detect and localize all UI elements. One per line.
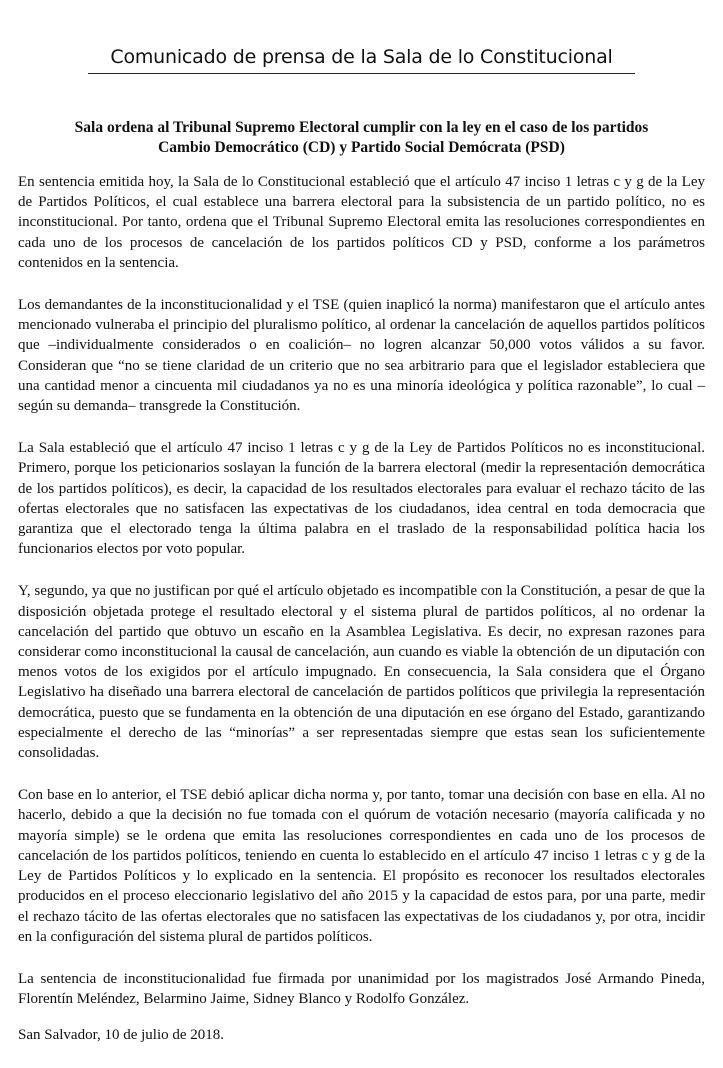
headline-line-1: Sala ordena al Tribunal Supremo Electoral cumplir con la ley en el caso de los partidos xyxy=(74,119,649,136)
paragraph-3: La Sala estableció que el artículo 47 inciso 1 letras c y g de la Ley de Partidos Políticos no es inconstitucional. Primero, porque los peticionarios soslayan la función de la barrera electoral (medir la representación democrática de los partidos políticos), es decir, la capacidad de los resultados electorales para evaluar el rechazo tácito de las ofertas electorales que no satisfacen las expectativas de los ciudadanos, idea central en toda democracia que garantiza que el electorado tenga la última palabra en el traslado de la responsabilidad política hacia los funcionarios electos por voto popular. xyxy=(18,440,705,558)
article-body xyxy=(18,172,705,1068)
paragraph-1: En sentencia emitida hoy, la Sala de lo Constitucional estableció que el artículo 47 inciso 1 letras c y g de la Ley de Partidos Políticos, el cual establece una barrera electoral para la subsistencia de un partido político, no es inconstitucional. Por tanto, ordena que el Tribunal Supremo Electoral emita las resoluciones correspondientes en cada uno de los procesos de cancelación de los partidos políticos CD y PSD, conforme a los parámetros contenidos en la sentencia. xyxy=(18,174,705,271)
paragraph-2: Los demandantes de la inconstitucionalidad y el TSE (quien inaplicó la norma) manifestaron que el artículo antes mencionado vulneraba el principio del pluralismo político, al ordenar la cancelación de aquellos partidos políticos que –individualmente considerados o en coalición– no logren alcanzar 50,000 votos válidos a su favor. Consideran que “no se tiene claridad de un criterio que no sea arbitrario para que el legislador estableciera que una cantidad menor a cincuenta mil ciudadanos ya no es una minoría ideológica y política razonable”, lo cual –según su demanda– transgrede la Constitución. xyxy=(18,297,705,415)
header-underline xyxy=(88,73,635,74)
headline-line-2: Cambio Democrático (CD) y Partido Social Demócrata (PSD) xyxy=(158,139,565,156)
document-header xyxy=(88,44,635,74)
closing-line: San Salvador, 10 de julio de 2018. xyxy=(18,1027,225,1044)
paragraph-6: La sentencia de inconstitucionalidad fue firmada por unanimidad por los magistrados José Armando Pineda, Florentín Meléndez, Belarmino Jaime, Sidney Blanco y Rodolfo González. xyxy=(18,970,705,1008)
header-title: Comunicado de prensa de la Sala de lo Constitucional xyxy=(110,46,613,68)
headline xyxy=(18,118,705,158)
paragraph-4: Y, segundo, ya que no justifican por qué el artículo objetado es incompatible con la Constitución, a pesar de que la disposición objetada protege el resultado electoral y el sistema plural de partidos políticos, al no ordenar la cancelación del partido que obtuvo un escaño en la Asamblea Legislativa. Es decir, no expresan razones para considerar como inconstitucional la causal de cancelación, aun cuando es viable la obtención de un diputación con menos votos de los exigidos por el artículo impugnado. En consecuencia, la Sala considera que el Órgano Legislativo ha diseñado una barrera electoral de cancelación de partidos políticos que privilegia la representación democrática, puesto que se fundamenta en la obtención de una diputación en ese órgano del Estado, garantizando especialmente el derecho de las “minorías” a ser representadas siempre que estas sean los suficientemente consolidadas. xyxy=(18,583,705,762)
paragraph-5: Con base en lo anterior, el TSE debió aplicar dicha norma y, por tanto, tomar una decisión con base en ella. Al no hacerlo, debido a que la decisión no fue tomada con el quórum de votación necesario (mayoría calificada y no mayoría simple) se le ordena que emita las resoluciones correspondientes en cada uno de los procesos de cancelación de los partidos políticos, teniendo en cuenta lo establecido en el artículo 47 inciso 1 letras c y g de la Ley de Partidos Políticos y lo explicado en la sentencia. El propósito es reconocer los resultados electorales producidos en el proceso eleccionario legislativo del año 2015 y la capacidad de estos para, por una parte, medir el rechazo tácito de las ofertas electorales que no satisfacen las expectativas de los ciudadanos y, por otra, incidir en la configuración del sistema plural de partidos políticos. xyxy=(18,787,705,945)
